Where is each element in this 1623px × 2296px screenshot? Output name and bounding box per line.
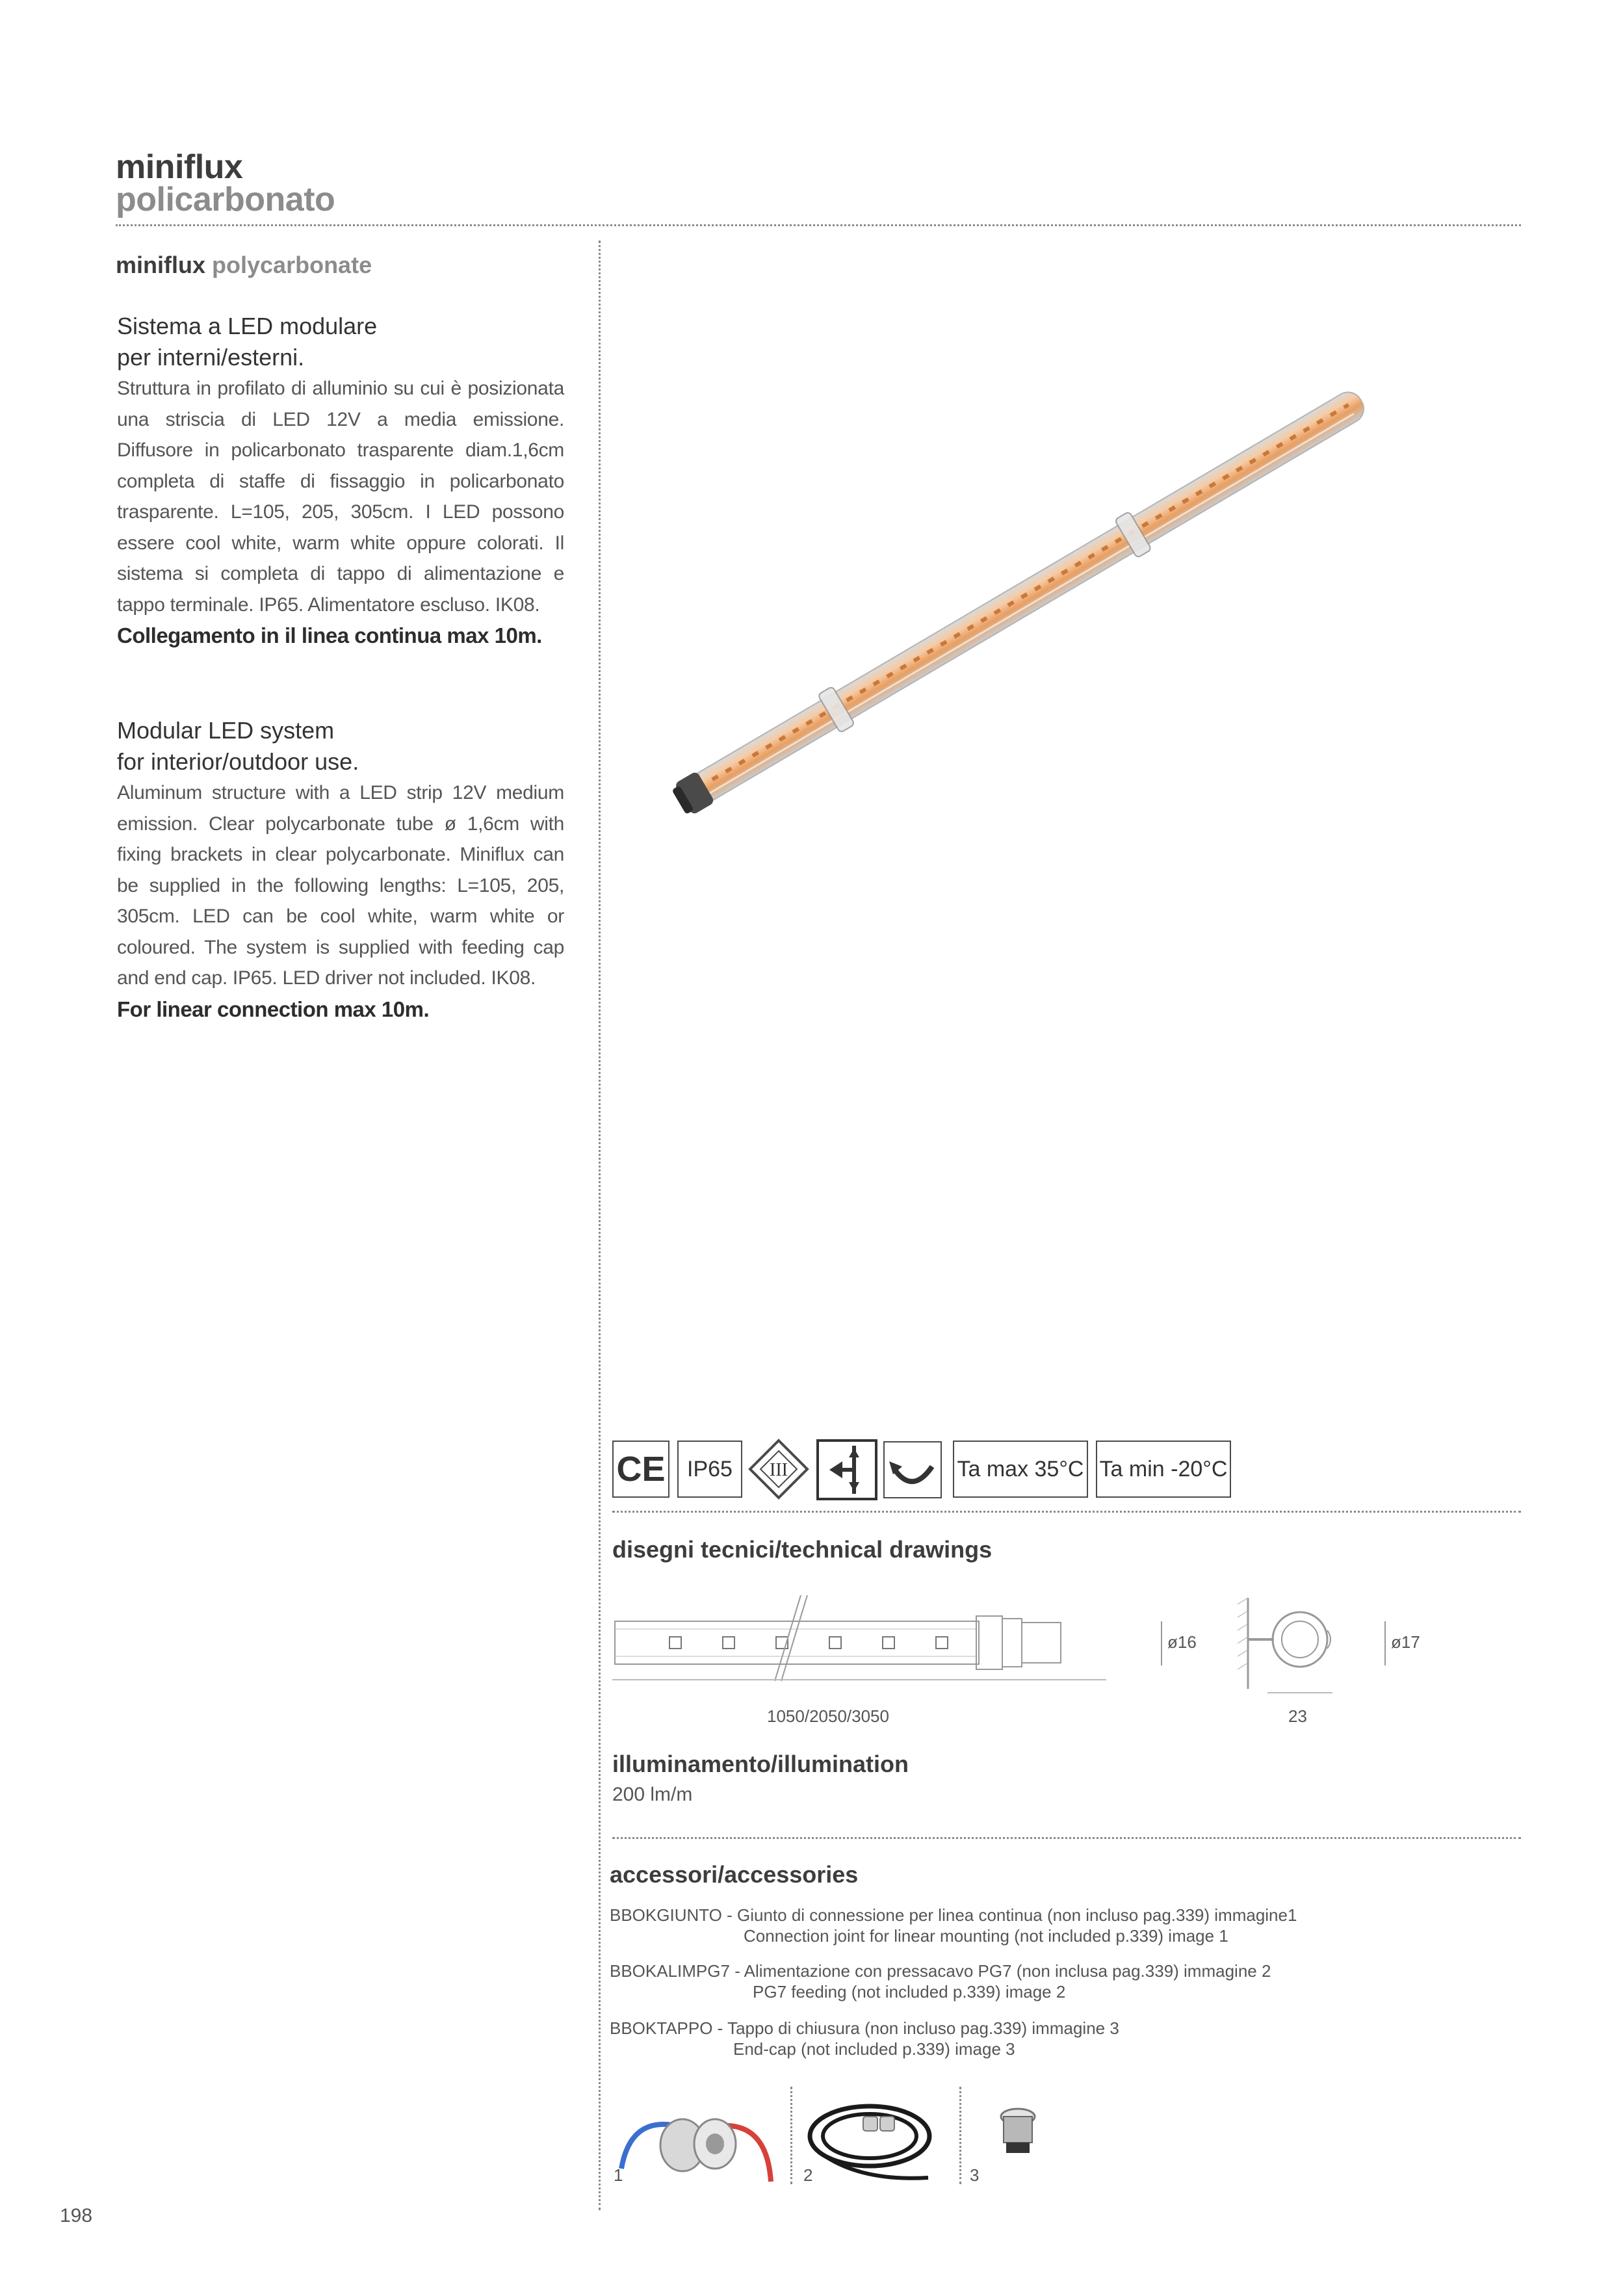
accessories-heading: accessori/accessories (610, 1861, 859, 1888)
ta-max-badge: Ta max 35°C (953, 1441, 1088, 1498)
ta-min-badge: Ta min -20°C (1096, 1441, 1231, 1498)
italian-note: Collegamento in il linea continua max 10m. (117, 623, 542, 647)
accessory-item-1: BBOKGIUNTO - Giunto di connessione per linea continua (non incluso pag.339) immagine1 Connection joint for linear mounting (not included p.339) image 1 (610, 1905, 1297, 1946)
accessory-desc-en: End-cap (not included p.339) image 3 (733, 2039, 1015, 2059)
italian-heading-1: Sistema a LED modulare (117, 313, 378, 339)
accessory-image-divider-2 (959, 2087, 961, 2184)
ip-rating-badge: IP65 (677, 1441, 742, 1498)
accessory-desc-en: Connection joint for linear mounting (not included p.339) image 1 (744, 1926, 1228, 1946)
diameter-tick-a (1161, 1621, 1162, 1665)
english-heading-2: for interior/outdoor use. (117, 748, 359, 775)
english-body: Aluminum structure with a LED strip 12V medium emission. Clear polycarbonate tube ø 1,6cm with fixing brackets in clear polycarbonate. Miniflux can be supplied in the following lengths: L=105, 205, 305cm. LED can be cool white, warm white or coloured. The system is supplied with feeding cap and end cap. IP65. LED driver not included. IK08. (117, 782, 564, 989)
depth-dimension: 23 (1288, 1706, 1307, 1726)
diameter-label-a: ø16 (1167, 1632, 1197, 1652)
accessory-code: BBOKTAPPO (610, 2018, 713, 2038)
accessory-code: BBOKGIUNTO (610, 1905, 722, 1925)
accessory-image-1 (617, 2097, 780, 2188)
mounting-direction-icon (816, 1439, 877, 1500)
accessory-desc-it: Alimentazione con pressacavo PG7 (non inclusa pag.339) immagine 2 (744, 1961, 1271, 1981)
rotation-icon (883, 1441, 942, 1499)
section-view-drawing (1235, 1598, 1378, 1702)
italian-description (117, 311, 564, 651)
english-note: For linear connection max 10m. (117, 997, 430, 1021)
class-iii-icon (747, 1438, 810, 1500)
accessory-code: BBOKALIMPG7 (610, 1961, 730, 1981)
english-heading-1: Modular LED system (117, 717, 335, 744)
accessory-image-3 (992, 2104, 1044, 2162)
italian-heading-2: per interni/esterni. (117, 344, 305, 371)
accessory-image-divider-1 (790, 2087, 792, 2184)
english-product-name (116, 251, 372, 280)
side-view-drawing (612, 1593, 1106, 1684)
image-label-2: 2 (803, 2165, 813, 2185)
column-divider (599, 241, 601, 2210)
image-label-1: 1 (614, 2165, 623, 2185)
accessory-item-2: BBOKALIMPG7 - Alimentazione con pressacavo PG7 (non inclusa pag.339) immagine 2 PG7 feeding (not included p.339) image 2 (610, 1961, 1271, 2002)
product-photo (669, 338, 1475, 832)
accessory-item-3: BBOKTAPPO - Tappo di chiusura (non incluso pag.339) immagine 3 End-cap (not included p.339) image 3 (610, 2018, 1119, 2059)
accessory-desc-it: Giunto di connessione per linea continua (non incluso pag.339) immagine1 (737, 1905, 1297, 1925)
cert-divider (612, 1511, 1521, 1513)
illumination-value: 200 lm/m (612, 1784, 693, 1805)
accessory-image-2 (798, 2097, 954, 2188)
page-subtitle-italian: policarbonato (116, 181, 335, 218)
accessory-desc-en: PG7 feeding (not included p.339) image 2 (753, 1982, 1066, 2002)
accessory-desc-it: Tappo di chiusura (non incluso pag.339) immagine 3 (727, 2018, 1119, 2038)
page-number: 198 (60, 2205, 93, 2226)
length-dimension: 1050/2050/3050 (767, 1706, 889, 1726)
subtitle-bold: miniflux (116, 252, 206, 278)
subtitle-grey: polycarbonate (212, 252, 372, 278)
image-label-3: 3 (970, 2165, 980, 2185)
italian-body: Struttura in profilato di alluminio su cui è posizionata una striscia di LED 12V a media emissione. Diffusore in policarbonato trasparente diam.1,6cm completa di staffe di fissaggio in policarbonato trasparente. L=105, 205, 305cm. I LED possono essere cool white, warm white oppure colorati. Il sistema si completa di tappo di alimentazione e tappo terminale. IP65. Alimentatore escluso. IK08. (117, 378, 564, 616)
ce-mark: CE (612, 1441, 669, 1498)
diameter-label-b: ø17 (1391, 1632, 1420, 1652)
illumination-divider (612, 1837, 1521, 1839)
svg-text:III: III (770, 1460, 788, 1480)
illumination-heading: illuminamento/illumination (612, 1751, 909, 1777)
english-description (117, 715, 564, 1025)
page-title: miniflux (116, 148, 243, 186)
technical-drawings-heading: disegni tecnici/technical drawings (612, 1536, 993, 1563)
diameter-tick-b (1384, 1621, 1386, 1665)
header-divider (116, 224, 1521, 226)
